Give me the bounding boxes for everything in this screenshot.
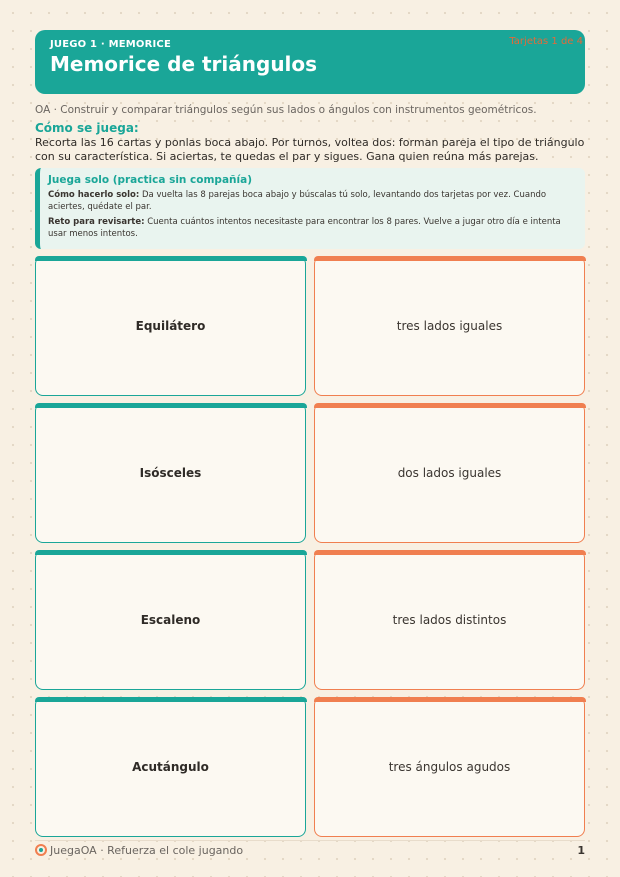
definition-card: [314, 256, 585, 396]
game-kicker: JUEGO 1 · MEMORICE: [50, 39, 172, 50]
card-top-bar: [314, 256, 586, 261]
solo-how-text: Da vuelta las 8 parejas boca abajo y búscalas tú solo, levantando dos tarjetas por vez. Cuando aciertes, quédate el par.: [48, 190, 547, 212]
solo-play-box: [35, 168, 585, 249]
card-top-bar: [35, 697, 307, 702]
term-card-label: Escaleno: [140, 613, 201, 627]
card-top-bar: [35, 403, 307, 408]
definition-card: [314, 550, 585, 690]
footer-brand: JuegaOA · Refuerza el cole jugando: [50, 844, 244, 857]
cards-tag: Tarjetas 1 de 4: [509, 36, 583, 47]
solo-challenge-label: Reto para revisarte:: [48, 217, 145, 227]
card-top-bar: [35, 550, 307, 555]
definition-card-label: dos lados iguales: [397, 466, 502, 480]
term-card: [35, 697, 306, 837]
solo-how-paragraph: [48, 189, 575, 213]
term-card-label: Acutángulo: [132, 760, 209, 774]
page-number: 1: [577, 844, 585, 857]
card-top-bar: [314, 403, 586, 408]
definition-card-label: tres ángulos agudos: [388, 760, 511, 774]
term-card: [35, 550, 306, 690]
term-card: [35, 256, 306, 396]
how-to-play-title: Cómo se juega:: [35, 121, 139, 135]
definition-card: [314, 403, 585, 543]
solo-play-title: Juega solo (practica sin compañía): [48, 174, 252, 186]
page-title: Memorice de triángulos: [50, 52, 318, 76]
solo-challenge-text: Cuenta cuántos intentos necesitaste para encontrar los 8 pares. Vuelve a jugar otro día e intenta usar menos intentos.: [48, 217, 561, 239]
term-card: [35, 403, 306, 543]
term-card-label: Equilátero: [135, 319, 206, 333]
definition-card-label: tres lados iguales: [396, 319, 503, 333]
definition-card: [314, 697, 585, 837]
card-top-bar: [314, 697, 586, 702]
brand-logo-icon: [35, 844, 47, 856]
solo-how-label: Cómo hacerlo solo:: [48, 190, 140, 200]
card-top-bar: [314, 550, 586, 555]
game-header: [35, 30, 585, 94]
learning-objective: OA · Construir y comparar triángulos según sus lados o ángulos con instrumentos geométricos.: [35, 104, 537, 116]
definition-card-label: tres lados distintos: [392, 613, 507, 627]
card-top-bar: [35, 256, 307, 261]
how-to-play-text: Recorta las 16 cartas y ponlas boca abajo. Por turnos, voltea dos: forman pareja el tipo de triángulo con su característica. Si aciertas, te quedas el par y sigues. Gana quien reúna más parejas.: [35, 136, 585, 163]
page-footer: [35, 840, 585, 860]
solo-challenge-paragraph: [48, 216, 575, 240]
term-card-label: Isósceles: [139, 466, 202, 480]
